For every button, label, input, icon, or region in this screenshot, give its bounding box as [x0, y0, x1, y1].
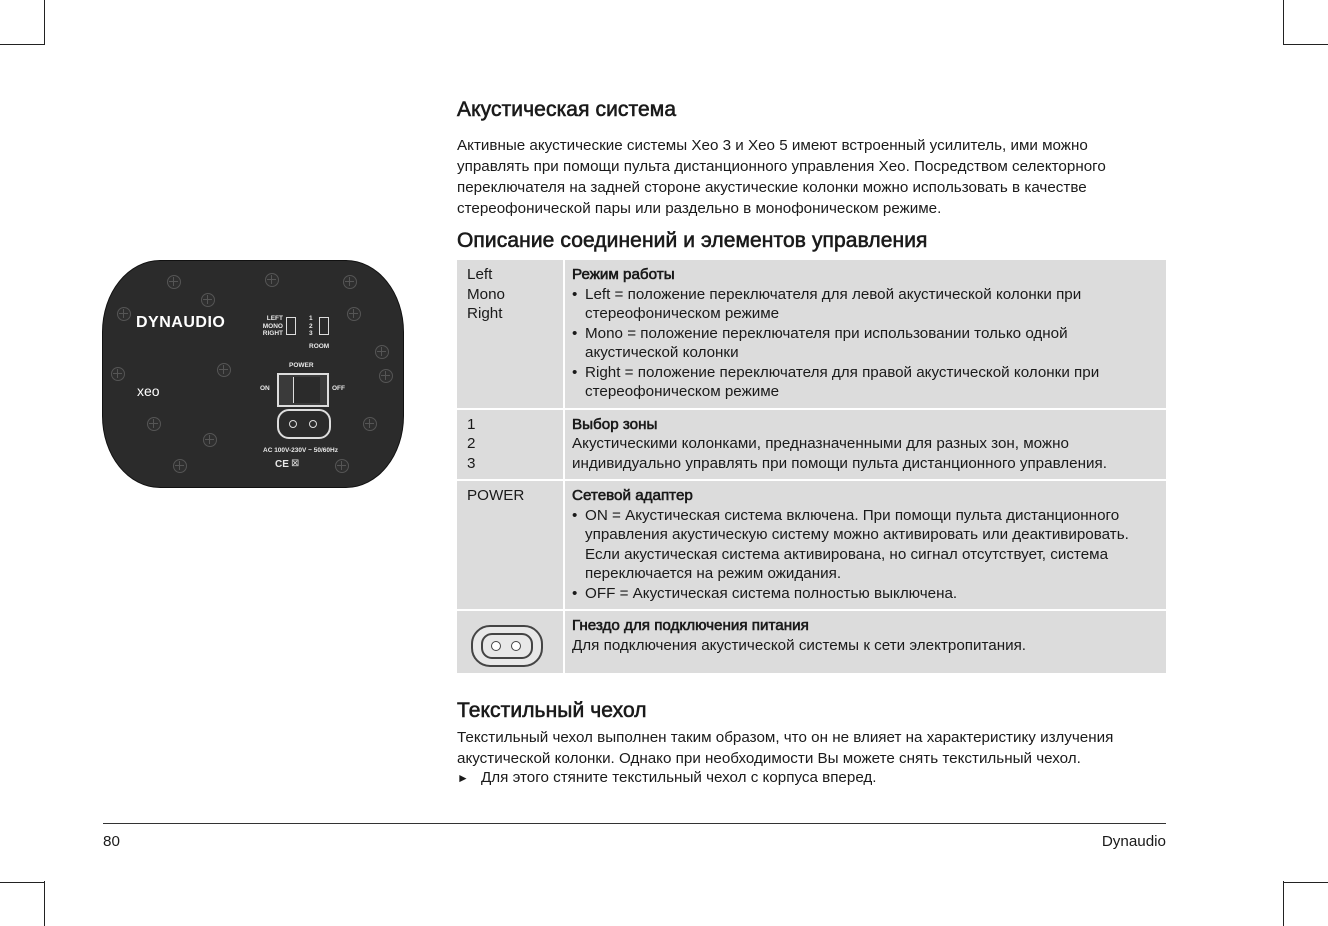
table-row: [457, 609, 1166, 673]
table-row: [457, 260, 1166, 408]
ce-mark: CE: [275, 459, 289, 470]
list-item: • Right = положение переключателя для правой акустической колонки при стереофоническом режиме: [572, 363, 1156, 402]
socket-inner-outline: [481, 633, 533, 659]
row-label: [457, 479, 565, 609]
socket-pin: [309, 420, 317, 428]
mode-mono-label: MONO: [262, 322, 283, 330]
row-description: [565, 609, 1166, 673]
screw-icon: [363, 417, 377, 431]
room-switch: [319, 317, 329, 335]
fabric-cover-paragraph: Текстильный чехол выполнен таким образом, что он не влияет на характеристику излучения акустической колонки. Однако при необходимости Вы можете снять текстильный чехол.: [457, 729, 1114, 767]
screw-icon: [117, 307, 131, 321]
instruction-step: [457, 769, 877, 786]
section-title-fabric-cover: Текстильный чехол: [457, 699, 647, 722]
room-3-label: 3: [309, 330, 313, 337]
section-title-connections: Описание соединений и элементов управления: [457, 229, 928, 252]
power-label: POWER: [289, 362, 314, 369]
mode-right-label: RIGHT: [262, 330, 283, 337]
row-title: Гнездо для подключения питания: [572, 617, 809, 634]
list-item: • Left = положение переключателя для левой акустической колонки при стереофоническом режиме: [572, 285, 1156, 324]
screw-icon: [167, 275, 181, 289]
screw-icon: [111, 367, 125, 381]
power-socket: [277, 409, 331, 439]
row-text: Для подключения акустической системы к сети электропитания.: [572, 636, 1027, 654]
list-item: • ON = Акустическая система включена. При помощи пульта дистанционного управления акустическую систему можно активировать или деактивировать. Если акустическая система активирована, но сигнал отсутствует, система переключается на режим ожидания.: [572, 506, 1156, 584]
arrow-right-icon: ►: [457, 771, 469, 785]
room-1-label: 1: [309, 315, 313, 322]
screw-icon: [201, 293, 215, 307]
screw-icon: [265, 273, 279, 287]
footer-divider: [103, 823, 1166, 824]
dynaudio-logo: DYNAUDIO: [136, 314, 226, 331]
mode-labels: [259, 315, 283, 338]
row-label: [457, 609, 565, 673]
screw-icon: [379, 369, 393, 383]
screw-icon: [203, 433, 217, 447]
label-zone-3: 3: [467, 454, 476, 472]
weee-bin-icon: ⊠: [291, 458, 300, 469]
footer-brand: Dynaudio: [1101, 833, 1166, 850]
ac-rating-label: AC 100V-230V ~ 50/60Hz: [263, 447, 338, 454]
row-label: [457, 260, 565, 408]
xeo-logo: xeo: [137, 383, 160, 399]
mode-left-label: LEFT: [266, 315, 283, 322]
screw-icon: [343, 275, 357, 289]
crop-mark: [44, 881, 45, 926]
socket-pin: [491, 641, 501, 651]
screw-icon: [217, 363, 231, 377]
screw-icon: [375, 345, 389, 359]
connections-table: [457, 260, 1166, 673]
screw-icon: [347, 307, 361, 321]
row-description: [565, 479, 1166, 609]
power-switch: [277, 373, 329, 407]
crop-mark: [1283, 882, 1328, 883]
row-label: [457, 408, 565, 480]
row-description: [565, 260, 1166, 408]
screw-icon: [147, 417, 161, 431]
row-title: Сетевой адаптер: [572, 487, 693, 504]
power-socket-icon: [471, 625, 543, 667]
section-title-speaker-system: Акустическая система: [457, 98, 677, 121]
label-right: Right: [467, 305, 503, 322]
room-2-label: 2: [309, 322, 313, 330]
label-left: Left: [467, 266, 493, 283]
speaker-rear-panel: [102, 260, 404, 488]
label-power: POWER: [467, 487, 525, 504]
crop-mark: [0, 44, 45, 45]
screw-icon: [173, 459, 187, 473]
row-title: Выбор зоны: [572, 415, 658, 433]
instruction-text: Для этого стяните текстильный чехол с корпуса вперед.: [481, 769, 877, 786]
list-item: • OFF = Акустическая система полностью выключена.: [572, 584, 1156, 604]
screw-icon: [335, 459, 349, 473]
page-number: 80: [103, 833, 120, 850]
mode-switch: [286, 317, 296, 335]
label-zone-2: 2: [467, 435, 476, 452]
room-labels: [309, 315, 313, 338]
socket-pin: [511, 641, 521, 651]
crop-mark: [0, 882, 45, 883]
crop-mark: [44, 0, 45, 45]
list-item: • Mono = положение переключателя при использовании только одной акустической колонки: [572, 324, 1156, 363]
crop-mark: [1283, 881, 1284, 926]
table-row: [457, 408, 1166, 480]
crop-mark: [1283, 0, 1284, 45]
label-mono: Mono: [467, 285, 505, 303]
label-zone-1: 1: [467, 415, 476, 433]
off-label: OFF: [332, 385, 345, 392]
room-label: ROOM: [309, 343, 330, 350]
row-text: Акустическими колонками, предназначенными для разных зон, можно индивидуально управлять при помощи пульта дистанционного управления.: [572, 435, 1107, 472]
on-label: ON: [260, 385, 270, 392]
row-description: [565, 408, 1166, 480]
row-title: Режим работы: [572, 266, 675, 283]
intro-paragraph: Активные акустические системы Xeo 3 и Xeo 5 имеют встроенный усилитель, ими можно управлять при помощи пульта дистанционного управления Xeo. Посредством селекторного переключателя на задней стороне акустические колонки можно использовать в качестве стереофонической пары или раздельно в монофоническом режиме.: [457, 137, 1106, 217]
table-row: [457, 479, 1166, 609]
socket-pin: [289, 420, 297, 428]
crop-mark: [1283, 44, 1328, 45]
